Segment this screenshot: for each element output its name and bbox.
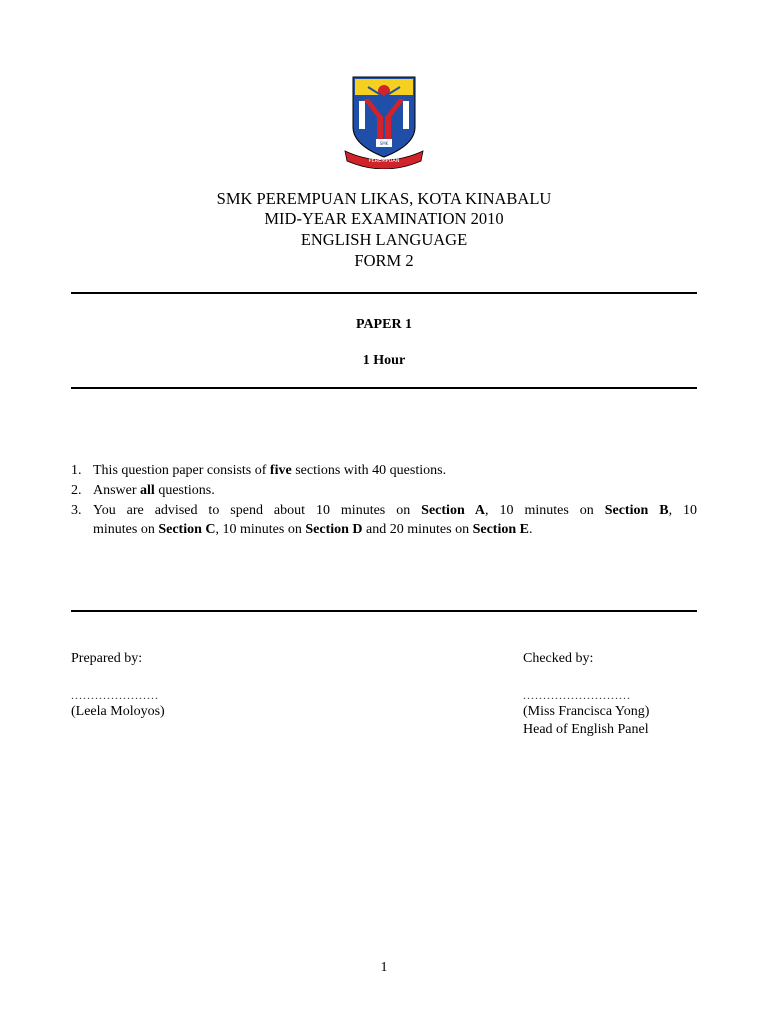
prepared-by-label: Prepared by: <box>71 651 143 666</box>
divider-bottom <box>71 610 697 612</box>
instruction-1 <box>71 461 697 480</box>
instruction-1-number: 1. <box>71 463 82 478</box>
crest-center-text: SMK <box>379 141 389 146</box>
instruction-3 <box>71 501 697 541</box>
checked-by-name: (Miss Francisca Yong) <box>523 704 650 719</box>
exam-title: MID-YEAR EXAMINATION 2010 <box>264 209 504 228</box>
page-number: 1 <box>380 960 388 975</box>
divider-middle <box>71 387 697 389</box>
checked-by-label: Checked by: <box>523 651 594 666</box>
instruction-2-text: Answer all questions. <box>93 483 215 498</box>
instruction-3-line-1: You are advised to spend about 10 minutes on Section A, 10 minutes on Section B, 10 <box>93 503 698 518</box>
checked-by-title: Head of English Panel <box>523 722 649 737</box>
instruction-2-number: 2. <box>71 483 82 498</box>
subject-title: ENGLISH LANGUAGE <box>300 230 468 249</box>
prepared-by-signature-line: ...................... <box>71 688 159 702</box>
instruction-2 <box>71 481 697 500</box>
instruction-1-text: This question paper consists of five sections with 40 questions. <box>93 463 447 478</box>
instruction-3-line-2: minutes on Section C, 10 minutes on Section D and 20 minutes on Section E. <box>93 522 533 537</box>
checked-by-signature-line: ........................... <box>523 688 631 702</box>
prepared-by-name: (Leela Moloyos) <box>71 704 165 719</box>
instruction-3-number: 3. <box>71 503 82 518</box>
paper-label: PAPER 1 <box>355 317 413 332</box>
school-name: SMK PEREMPUAN LIKAS, KOTA KINABALU <box>216 189 552 208</box>
crest-banner-text: PEREMPUAN <box>368 158 400 164</box>
form-title: FORM 2 <box>354 251 414 270</box>
school-crest-logo <box>343 73 425 169</box>
paper-duration: 1 Hour <box>362 353 406 368</box>
divider-top <box>71 292 697 294</box>
